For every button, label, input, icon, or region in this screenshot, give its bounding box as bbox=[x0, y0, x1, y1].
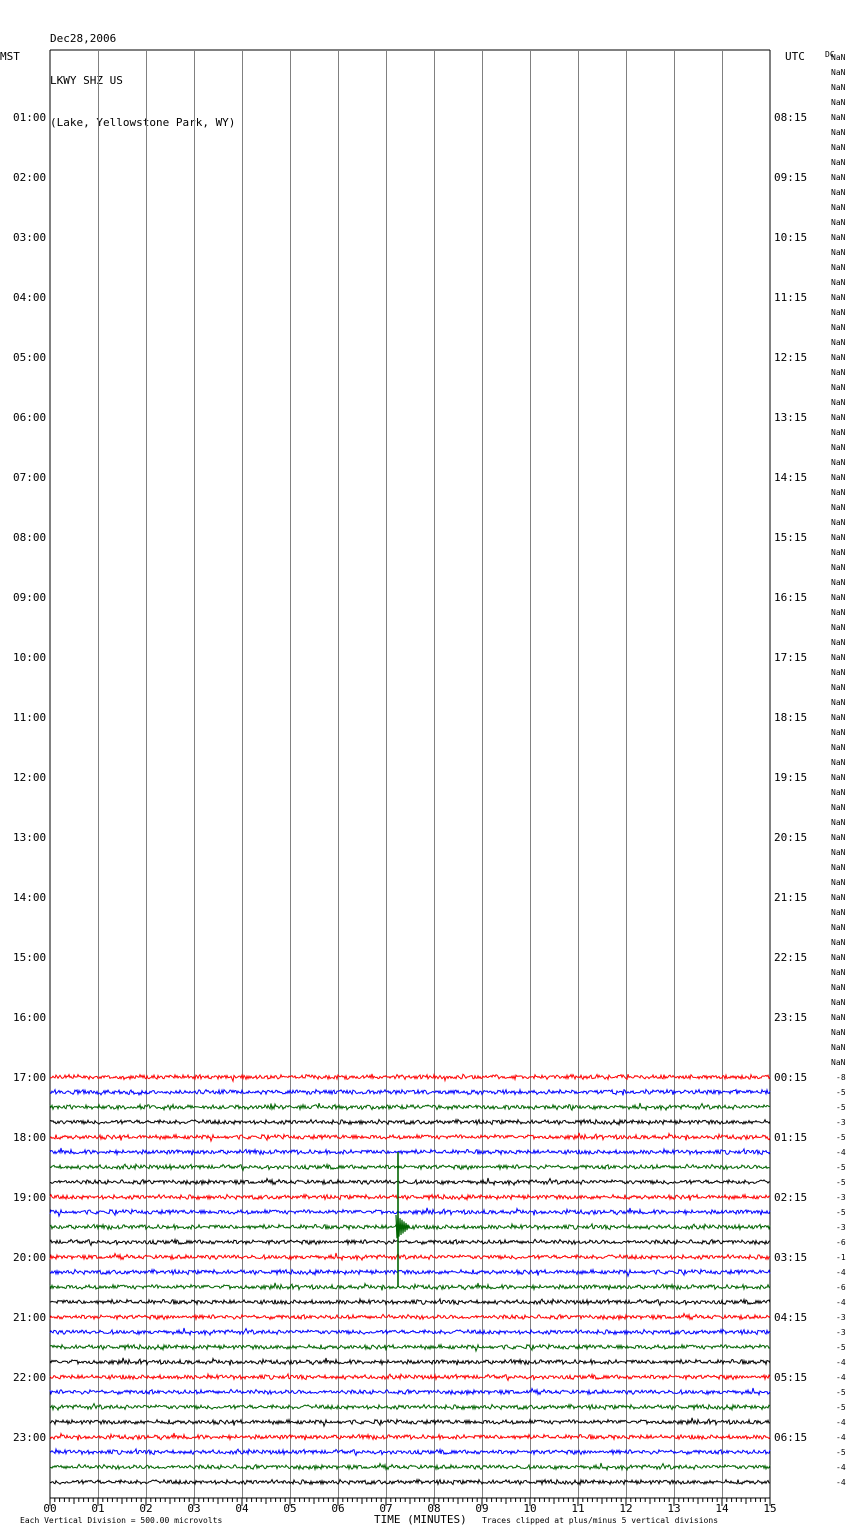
dc-value: -4 bbox=[836, 1463, 846, 1472]
dc-value: -3 bbox=[836, 1118, 846, 1127]
mst-hour-label: 13:00 bbox=[13, 831, 47, 844]
utc-hour-label: 12:15 bbox=[774, 351, 808, 364]
dc-value: NaN bbox=[831, 113, 846, 122]
header-date: Dec28,2006 bbox=[50, 32, 117, 45]
trace-line bbox=[50, 1314, 770, 1320]
trace-line bbox=[50, 1449, 770, 1455]
x-tick-label: 02 bbox=[139, 1502, 153, 1515]
dc-value: -5 bbox=[836, 1448, 846, 1457]
header-station: LKWY SHZ US bbox=[50, 74, 123, 87]
dc-value: NaN bbox=[831, 1058, 846, 1067]
dc-value: NaN bbox=[831, 803, 846, 812]
dc-value: NaN bbox=[831, 833, 846, 842]
dc-value: NaN bbox=[831, 773, 846, 782]
trace-line bbox=[50, 1103, 770, 1110]
dc-value: NaN bbox=[831, 968, 846, 977]
dc-value: NaN bbox=[831, 998, 846, 1007]
dc-value: -6 bbox=[836, 1238, 846, 1247]
trace-line bbox=[50, 1208, 770, 1216]
x-tick-label: 06 bbox=[331, 1502, 345, 1515]
dc-value: NaN bbox=[831, 173, 846, 182]
dc-value: NaN bbox=[831, 443, 846, 452]
dc-value: NaN bbox=[831, 533, 846, 542]
utc-hour-label: 20:15 bbox=[774, 831, 808, 844]
trace-line bbox=[50, 1074, 770, 1081]
dc-value: NaN bbox=[831, 1028, 846, 1037]
utc-hour-label: 04:15 bbox=[774, 1311, 808, 1324]
utc-hour-label: 00:15 bbox=[774, 1071, 808, 1084]
dc-value: NaN bbox=[831, 308, 846, 317]
trace-line bbox=[50, 1463, 770, 1470]
trace-line bbox=[50, 1418, 770, 1426]
dc-value: NaN bbox=[831, 98, 846, 107]
dc-value: NaN bbox=[831, 728, 846, 737]
trace-line bbox=[50, 1358, 770, 1366]
dc-value: NaN bbox=[831, 428, 846, 437]
mst-hour-label: 11:00 bbox=[13, 711, 47, 724]
trace-line bbox=[50, 1195, 770, 1201]
dc-value: NaN bbox=[831, 188, 846, 197]
dc-value: NaN bbox=[831, 218, 846, 227]
dc-value: NaN bbox=[831, 548, 846, 557]
dc-value: NaN bbox=[831, 623, 846, 632]
vertical-division-note: Each Vertical Division = 500.00 microvolts bbox=[20, 1516, 223, 1525]
trace-line bbox=[50, 1224, 770, 1230]
x-axis-title: TIME (MINUTES) bbox=[374, 1513, 467, 1526]
dc-value: NaN bbox=[831, 893, 846, 902]
dc-label: DC bbox=[825, 50, 835, 59]
dc-value: NaN bbox=[831, 458, 846, 467]
dc-value: NaN bbox=[831, 878, 846, 887]
dc-value: NaN bbox=[831, 683, 846, 692]
mst-hour-label: 09:00 bbox=[13, 591, 47, 604]
mst-hour-label: 16:00 bbox=[13, 1011, 47, 1024]
trace-line bbox=[50, 1388, 770, 1395]
dc-value: -3 bbox=[836, 1193, 846, 1202]
x-tick-label: 05 bbox=[283, 1502, 297, 1515]
utc-hour-label: 08:15 bbox=[774, 111, 808, 124]
mst-hour-label: 01:00 bbox=[13, 111, 47, 124]
mst-hour-label: 06:00 bbox=[13, 411, 47, 424]
dc-value: NaN bbox=[831, 608, 846, 617]
utc-hour-label: 10:15 bbox=[774, 231, 808, 244]
dc-value: -5 bbox=[836, 1103, 846, 1112]
trace-line bbox=[50, 1178, 770, 1185]
trace-line bbox=[50, 1090, 770, 1096]
dc-value: NaN bbox=[831, 923, 846, 932]
dc-value: NaN bbox=[831, 578, 846, 587]
utc-hour-label: 03:15 bbox=[774, 1251, 808, 1264]
utc-hour-label: 16:15 bbox=[774, 591, 808, 604]
x-tick-label: 15 bbox=[763, 1502, 777, 1515]
utc-hour-label: 22:15 bbox=[774, 951, 808, 964]
trace-line bbox=[50, 1120, 770, 1125]
utc-hour-label: 17:15 bbox=[774, 651, 808, 664]
x-tick-label: 11 bbox=[571, 1502, 585, 1515]
dc-value: NaN bbox=[831, 668, 846, 677]
x-tick-label: 13 bbox=[667, 1502, 681, 1515]
mst-hour-label: 17:00 bbox=[13, 1071, 47, 1084]
dc-value: -4 bbox=[836, 1418, 846, 1427]
trace-line bbox=[50, 1374, 770, 1380]
dc-value: NaN bbox=[831, 128, 846, 137]
utc-hour-label: 05:15 bbox=[774, 1371, 808, 1384]
dc-value: -3 bbox=[836, 1223, 846, 1232]
mst-hour-label: 18:00 bbox=[13, 1131, 47, 1144]
dc-value: -3 bbox=[836, 1328, 846, 1337]
dc-value: NaN bbox=[831, 338, 846, 347]
dc-value: NaN bbox=[831, 758, 846, 767]
dc-value: NaN bbox=[831, 938, 846, 947]
dc-value: -3 bbox=[836, 1313, 846, 1322]
mst-hour-label: 15:00 bbox=[13, 951, 47, 964]
x-tick-label: 12 bbox=[619, 1502, 633, 1515]
mst-hour-label: 04:00 bbox=[13, 291, 47, 304]
dc-value: -8 bbox=[836, 1073, 846, 1082]
dc-value: NaN bbox=[831, 233, 846, 242]
trace-line bbox=[50, 1239, 770, 1245]
mst-hour-label: 03:00 bbox=[13, 231, 47, 244]
dc-value: -5 bbox=[836, 1388, 846, 1397]
dc-value: -5 bbox=[836, 1343, 846, 1352]
dc-value: NaN bbox=[831, 143, 846, 152]
dc-value: NaN bbox=[831, 323, 846, 332]
trace-line bbox=[50, 1404, 770, 1410]
x-tick-label: 10 bbox=[523, 1502, 537, 1515]
dc-value: -6 bbox=[836, 1283, 846, 1292]
dc-value: NaN bbox=[831, 953, 846, 962]
dc-value: NaN bbox=[831, 518, 846, 527]
utc-hour-label: 23:15 bbox=[774, 1011, 808, 1024]
utc-hour-label: 19:15 bbox=[774, 771, 808, 784]
trace-line bbox=[50, 1270, 770, 1277]
dc-value: NaN bbox=[831, 398, 846, 407]
dc-value: NaN bbox=[831, 203, 846, 212]
mst-hour-label: 08:00 bbox=[13, 531, 47, 544]
dc-offset-labels bbox=[831, 53, 846, 1487]
utc-hour-label: 18:15 bbox=[774, 711, 808, 724]
trace-line bbox=[50, 1433, 770, 1440]
dc-value: NaN bbox=[831, 653, 846, 662]
trace-line bbox=[50, 1480, 770, 1485]
dc-value: NaN bbox=[831, 473, 846, 482]
utc-hour-label: 01:15 bbox=[774, 1131, 808, 1144]
dc-value: -4 bbox=[836, 1373, 846, 1382]
dc-value: -5 bbox=[836, 1088, 846, 1097]
dc-value: NaN bbox=[831, 383, 846, 392]
x-tick-label: 08 bbox=[427, 1502, 441, 1515]
dc-value: NaN bbox=[831, 713, 846, 722]
trace-line bbox=[50, 1283, 770, 1291]
utc-hour-label: 02:15 bbox=[774, 1191, 808, 1204]
trace-line bbox=[50, 1345, 770, 1352]
dc-value: NaN bbox=[831, 53, 846, 62]
utc-hour-label: 21:15 bbox=[774, 891, 808, 904]
utc-hour-label: 15:15 bbox=[774, 531, 808, 544]
dc-value: NaN bbox=[831, 743, 846, 752]
mst-hour-label: 12:00 bbox=[13, 771, 47, 784]
header-location: (Lake, Yellowstone Park, WY) bbox=[50, 116, 236, 129]
trace-line bbox=[50, 1299, 770, 1305]
dc-value: -4 bbox=[836, 1358, 846, 1367]
dc-value: NaN bbox=[831, 293, 846, 302]
dc-value: NaN bbox=[831, 83, 846, 92]
mst-hour-label: 02:00 bbox=[13, 171, 47, 184]
dc-value: NaN bbox=[831, 68, 846, 77]
hour-labels bbox=[13, 111, 807, 1444]
dc-value: -5 bbox=[836, 1163, 846, 1172]
mst-hour-label: 20:00 bbox=[13, 1251, 47, 1264]
dc-value: -4 bbox=[836, 1148, 846, 1157]
dc-value: -5 bbox=[836, 1403, 846, 1412]
dc-value: -5 bbox=[836, 1133, 846, 1142]
utc-hour-label: 09:15 bbox=[774, 171, 808, 184]
utc-hour-label: 14:15 bbox=[774, 471, 808, 484]
dc-value: NaN bbox=[831, 488, 846, 497]
dc-value: -5 bbox=[836, 1178, 846, 1187]
x-tick-label: 09 bbox=[475, 1502, 489, 1515]
dc-value: NaN bbox=[831, 1013, 846, 1022]
dc-value: NaN bbox=[831, 263, 846, 272]
seismic-traces bbox=[50, 1074, 770, 1485]
dc-value: NaN bbox=[831, 563, 846, 572]
dc-value: NaN bbox=[831, 848, 846, 857]
trace-line bbox=[50, 1253, 770, 1260]
dc-value: NaN bbox=[831, 863, 846, 872]
mst-hour-label: 22:00 bbox=[13, 1371, 47, 1384]
dc-value: NaN bbox=[831, 983, 846, 992]
dc-value: NaN bbox=[831, 1043, 846, 1052]
dc-value: NaN bbox=[831, 593, 846, 602]
dc-value: NaN bbox=[831, 353, 846, 362]
x-tick-label: 04 bbox=[235, 1502, 249, 1515]
x-tick-label: 14 bbox=[715, 1502, 729, 1515]
dc-value: -4 bbox=[836, 1298, 846, 1307]
utc-hour-label: 11:15 bbox=[774, 291, 808, 304]
utc-hour-label: 13:15 bbox=[774, 411, 808, 424]
dc-value: -4 bbox=[836, 1433, 846, 1442]
dc-value: -4 bbox=[836, 1268, 846, 1277]
trace-line bbox=[50, 1133, 770, 1141]
mst-hour-label: 23:00 bbox=[13, 1431, 47, 1444]
dc-value: -4 bbox=[836, 1478, 846, 1487]
x-tick-label: 00 bbox=[43, 1502, 57, 1515]
vertical-gridlines bbox=[50, 50, 770, 1498]
mst-hour-label: 14:00 bbox=[13, 891, 47, 904]
mst-hour-label: 19:00 bbox=[13, 1191, 47, 1204]
dc-value: NaN bbox=[831, 788, 846, 797]
utc-axis-label: UTC bbox=[785, 50, 805, 63]
utc-hour-label: 06:15 bbox=[774, 1431, 808, 1444]
x-tick-label: 07 bbox=[379, 1502, 393, 1515]
dc-value: -5 bbox=[836, 1208, 846, 1217]
dc-value: NaN bbox=[831, 368, 846, 377]
dc-value: NaN bbox=[831, 818, 846, 827]
mst-axis-label: MST bbox=[0, 50, 20, 63]
mst-hour-label: 21:00 bbox=[13, 1311, 47, 1324]
mst-hour-label: 05:00 bbox=[13, 351, 47, 364]
trace-line bbox=[50, 1148, 770, 1155]
dc-value: NaN bbox=[831, 248, 846, 257]
dc-value: NaN bbox=[831, 278, 846, 287]
trace-line bbox=[50, 1328, 770, 1335]
x-tick-label: 03 bbox=[187, 1502, 201, 1515]
dc-value: NaN bbox=[831, 638, 846, 647]
dc-value: NaN bbox=[831, 413, 846, 422]
trace-line bbox=[50, 1164, 770, 1170]
dc-value: -1 bbox=[836, 1253, 846, 1262]
mst-hour-label: 10:00 bbox=[13, 651, 47, 664]
dc-value: NaN bbox=[831, 908, 846, 917]
dc-value: NaN bbox=[831, 698, 846, 707]
dc-value: NaN bbox=[831, 503, 846, 512]
x-tick-label: 01 bbox=[91, 1502, 105, 1515]
clip-note: Traces clipped at plus/minus 5 vertical divisions bbox=[482, 1516, 719, 1525]
dc-value: NaN bbox=[831, 158, 846, 167]
mst-hour-label: 07:00 bbox=[13, 471, 47, 484]
